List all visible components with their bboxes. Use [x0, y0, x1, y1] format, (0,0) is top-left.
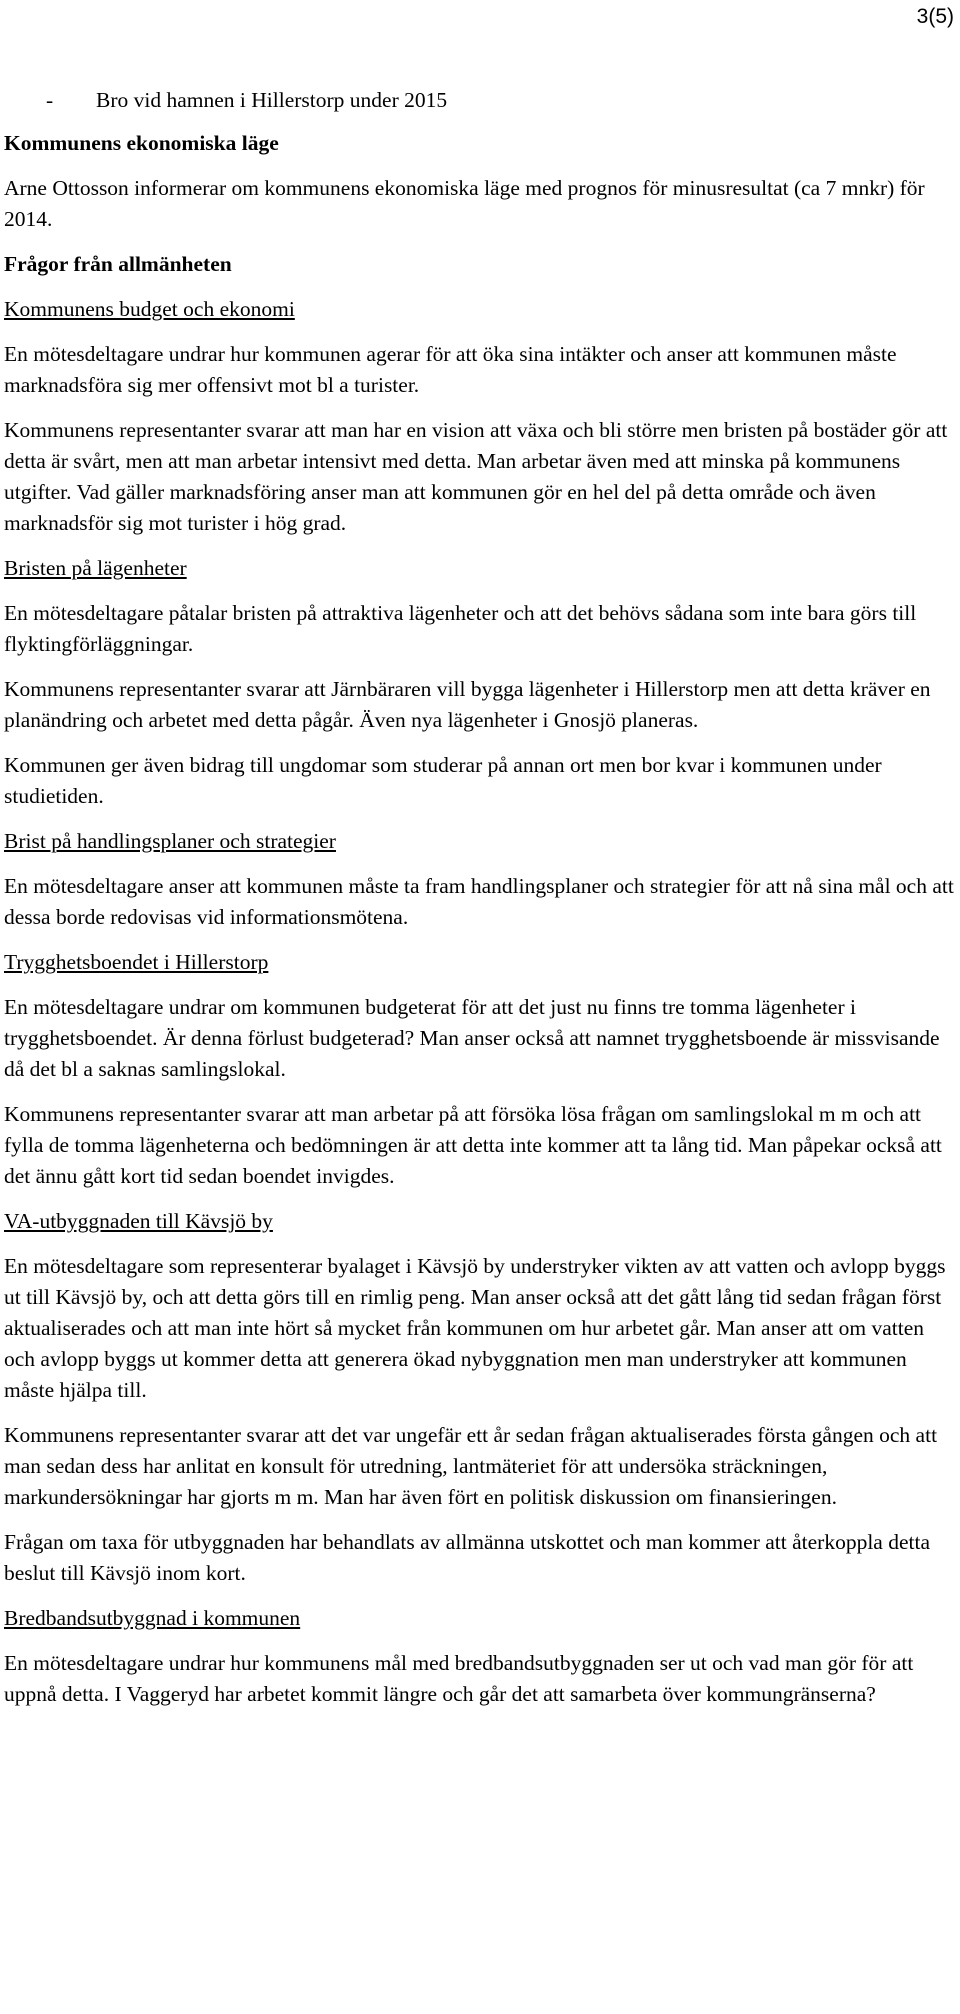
section-heading-questions: Frågor från allmänheten: [4, 252, 232, 276]
paragraph: En mötesdeltagare undrar om kommunen budgeterat för att det just nu finns tre tomma lägenheter i trygghetsboendet. Är denna förlust budgeterad? Man anser också att namnet trygghetsboende är missvisande då det bl a saknas samlingslokal.: [4, 995, 940, 1081]
paragraph: Kommunen ger även bidrag till ungdomar som studerar på annan ort men bor kvar i kommunen under studietiden.: [4, 753, 882, 808]
page-number: 3(5): [916, 5, 954, 28]
paragraph: Kommunens representanter svarar att man arbetar på att försöka lösa frågan om samlingslokal m m och att fylla de tomma lägenheterna och bedömningen är att detta inte kommer att ta lång tid. Man påpekar också att det ännu gått kort tid sedan boendet invigdes.: [4, 1102, 942, 1188]
paragraph: Frågan om taxa för utbyggnaden har behandlats av allmänna utskottet och man kommer att återkoppla detta beslut till Kävsjö inom kort.: [4, 1530, 930, 1585]
paragraph-economy: Arne Ottosson informerar om kommunens ekonomiska läge med prognos för minusresultat (ca 7 mnkr) för 2014.: [4, 176, 925, 231]
paragraph: En mötesdeltagare undrar hur kommunen agerar för att öka sina intäkter och anser att kommunen måste marknadsföra sig mer offensivt mot bl a turister.: [4, 342, 897, 397]
subheading-water: VA-utbyggnaden till Kävsjö by: [4, 1209, 273, 1233]
subheading-apartments: Bristen på lägenheter: [4, 556, 187, 580]
paragraph: En mötesdeltagare som representerar byalaget i Kävsjö by understryker vikten av att vatten och avlopp byggs ut till Kävsjö by, och att detta görs till en rimlig peng. Man anser också att det gått lång tid sedan frågan först aktualiserades och att man inte hört så mycket från kommunen om hur arbetet går. Man anser att om vatten och avlopp byggs ut kommer detta att generera ökad nybyggnation men man understryker att kommunen måste hjälpa till.: [4, 1254, 946, 1402]
subheading-safety-housing: Trygghetsboendet i Hillerstorp: [4, 950, 269, 974]
paragraph: Kommunens representanter svarar att man har en vision att växa och bli större men bristen på bostäder gör att detta är svårt, men att man arbetar intensivt med detta. Man arbetar även med att minska på kommunens utgifter. Vad gäller marknadsföring anser man att kommunen gör en hel del på detta område och även marknadsför sig mot turister i hög grad.: [4, 418, 948, 535]
bullet-text: Bro vid hamnen i Hillerstorp under 2015: [96, 88, 448, 112]
subheading-budget: Kommunens budget och ekonomi: [4, 297, 295, 321]
paragraph: Kommunens representanter svarar att det var ungefär ett år sedan frågan aktualiserades första gången och att man sedan dess har anlitat en konsult för utredning, lantmäteriet för att undersöka sträckningen, markundersökningar har gjorts m m. Man har även fört en politisk diskussion om finansieringen.: [4, 1423, 938, 1509]
subheading-plans: Brist på handlingsplaner och strategier: [4, 829, 336, 853]
paragraph: En mötesdeltagare påtalar bristen på attraktiva lägenheter och att det behövs sådana som inte bara görs till flyktingförläggningar.: [4, 601, 917, 656]
bullet-marker: -: [46, 88, 54, 112]
paragraph: Kommunens representanter svarar att Järnbäraren vill bygga lägenheter i Hillerstorp men att detta kräver en planändring och arbetet med detta pågår. Även nya lägenheter i Gnosjö planeras.: [4, 677, 931, 732]
bullet-item: [4, 85, 958, 116]
paragraph: En mötesdeltagare undrar hur kommunens mål med bredbandsutbyggnaden ser ut och vad man gör för att uppnå detta. I Vaggeryd har arbetet kommit längre och går det att samarbeta över kommungränserna?: [4, 1651, 914, 1706]
paragraph: En mötesdeltagare anser att kommunen måste ta fram handlingsplaner och strategier för att nå sina mål och att dessa borde redovisas vid informationsmötena.: [4, 874, 954, 929]
subheading-broadband: Bredbandsutbyggnad i kommunen: [4, 1606, 301, 1630]
section-heading-economy: Kommunens ekonomiska läge: [4, 131, 279, 155]
document-body: [4, 85, 958, 1724]
